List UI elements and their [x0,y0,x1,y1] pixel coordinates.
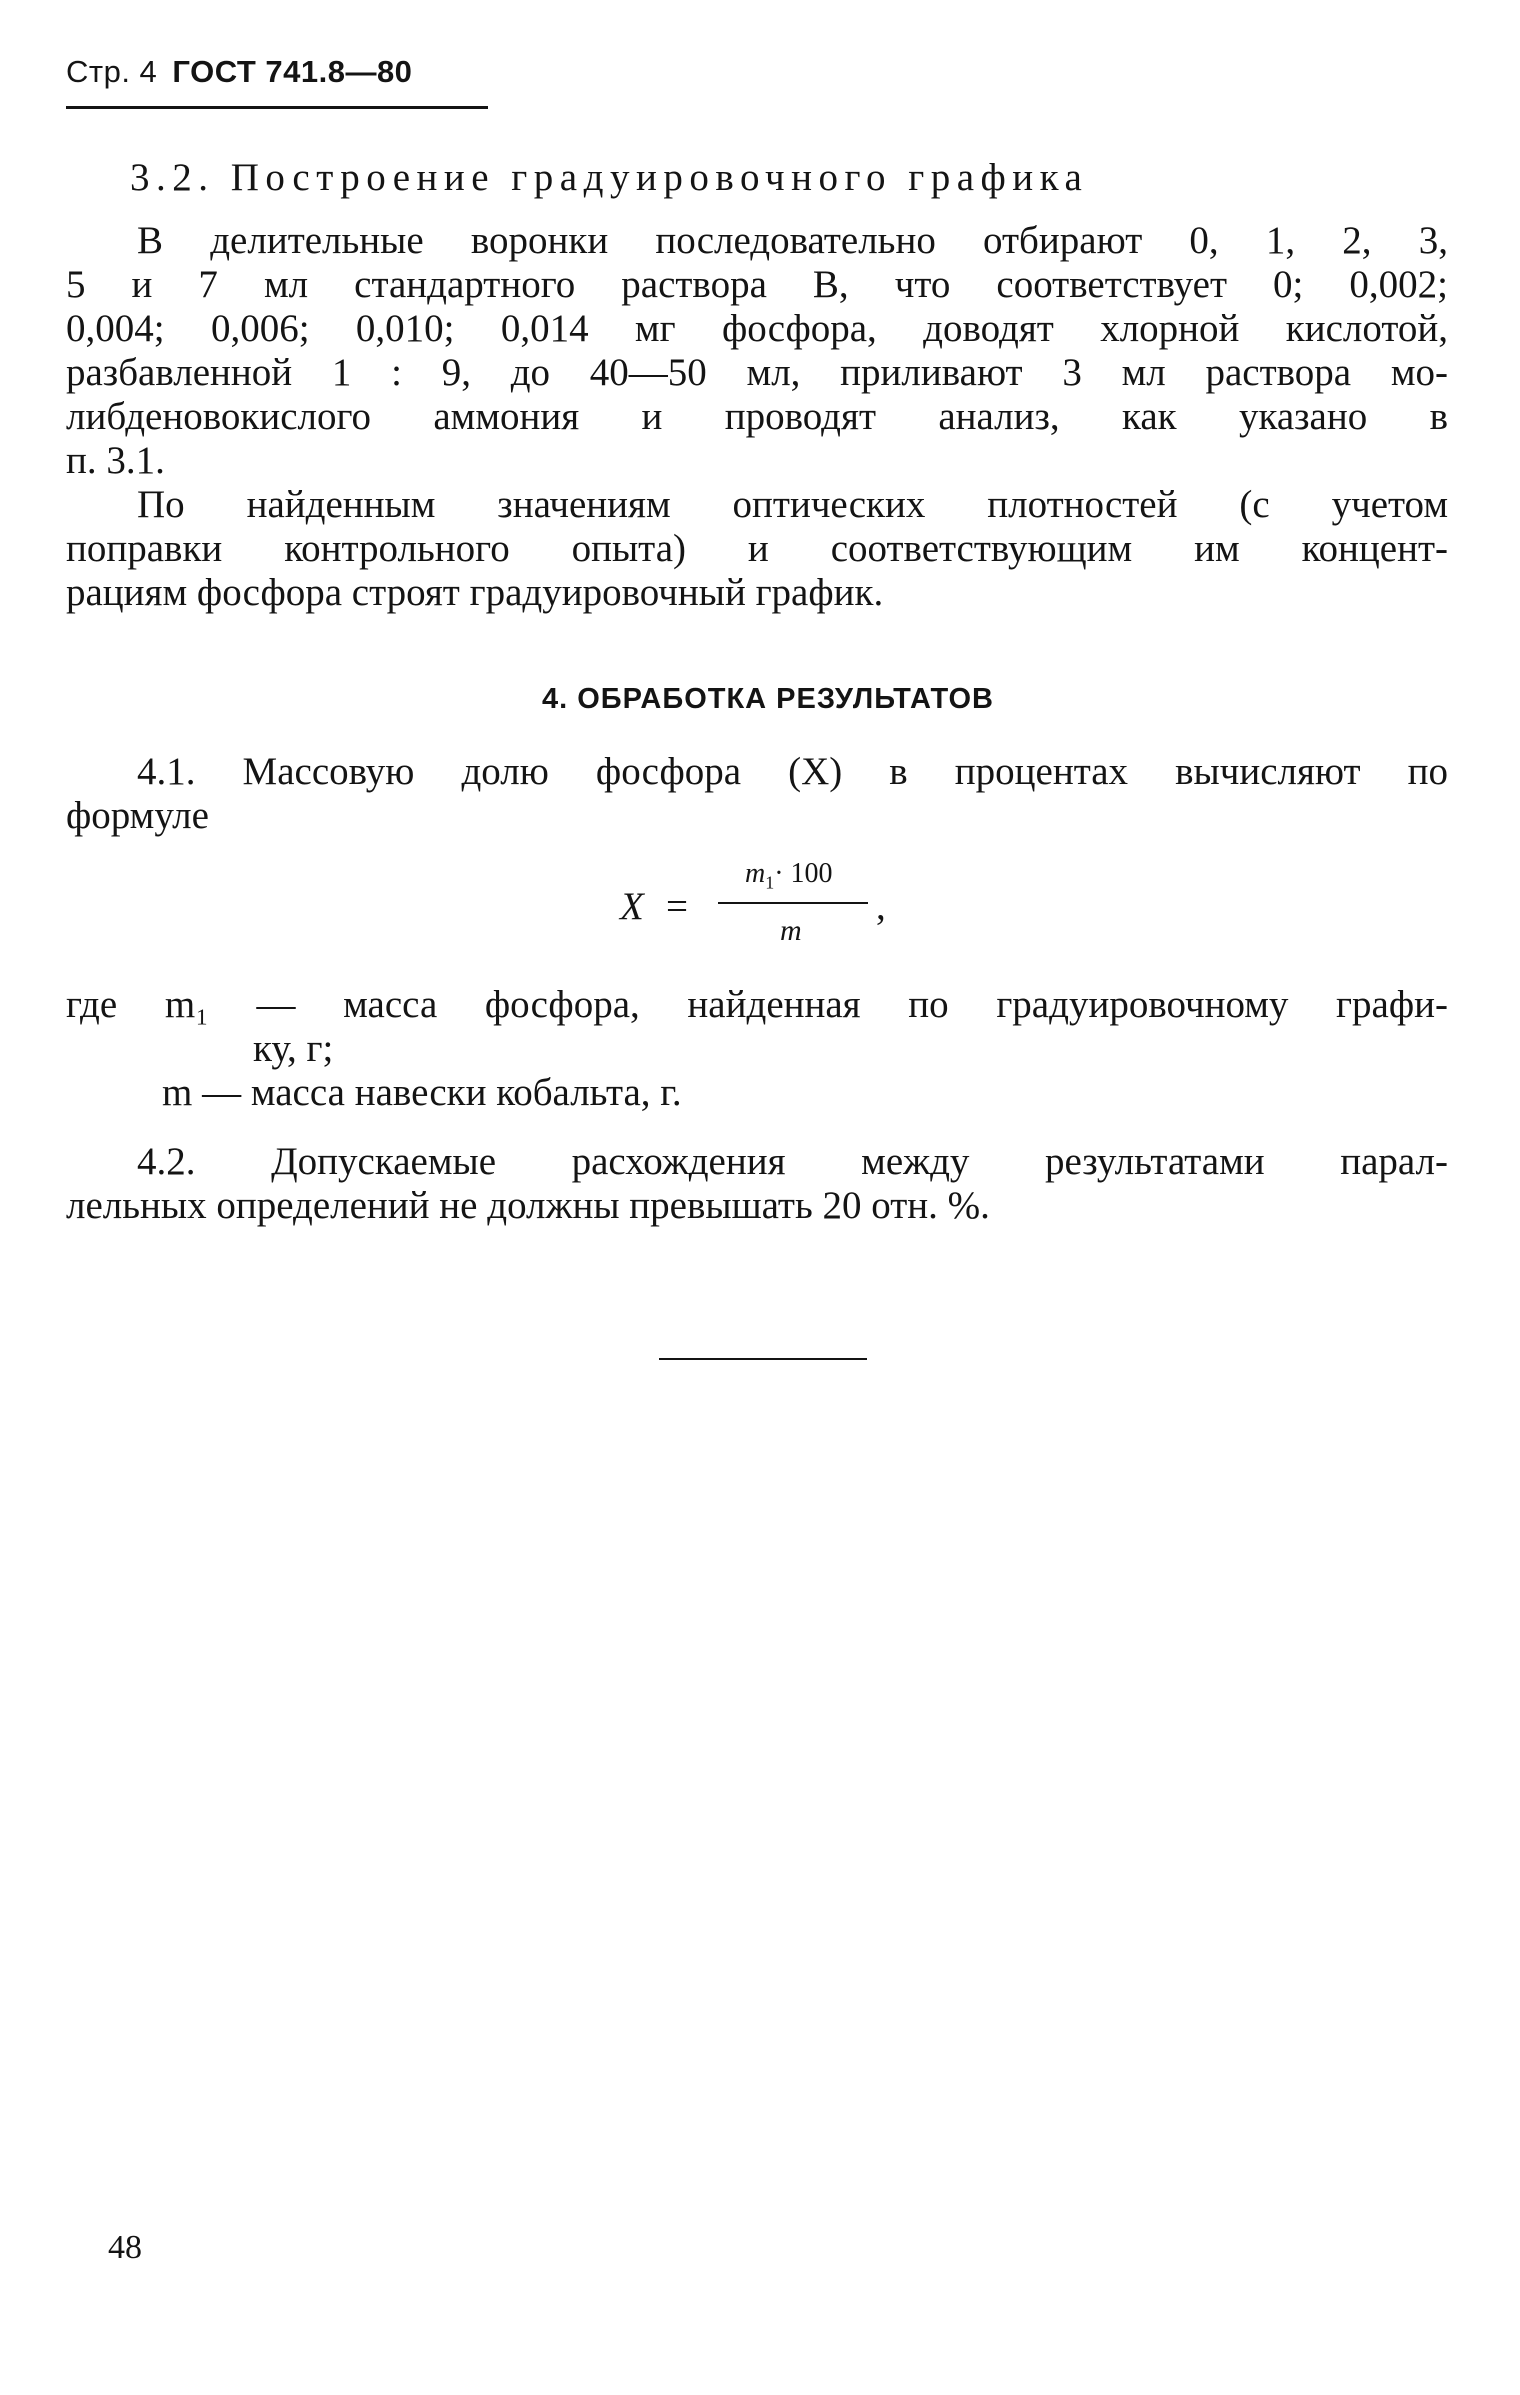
formula-comma: , [876,885,886,928]
paragraph-line: По найденным значениям оптических плотностей (с учетом [137,483,1448,526]
legend-line: где m₁ — масса фосфора, найденная по градуировочному графи- [66,983,1448,1026]
header-standard-number: ГОСТ 741.8—80 [172,54,413,89]
paragraph-line: п. 3.1. [66,439,165,482]
formula-denominator: m [780,914,802,947]
formula-numerator-rest: · 100 [774,858,833,889]
section-3-2-paragraph-2 [66,483,1448,615]
paragraph-line: 4.1. Массовую долю фосфора (X) в процентах вычисляют по [137,750,1448,793]
page-number: 48 [108,2229,142,2266]
formula [620,858,940,958]
paragraph-line: рациям фосфора строят градуировочный график. [66,571,884,614]
paragraph-line: либденовокислого аммония и проводят анализ, как указано в [66,395,1448,438]
formula-lhs: X [620,885,644,928]
header-page-label: Стр. 4 [66,54,158,89]
header-rule [66,106,488,109]
section-4-title: 4. ОБРАБОТКА РЕЗУЛЬТАТОВ [541,683,995,715]
paragraph-line: поправки контрольного опыта) и соответствующим им концент- [66,527,1448,570]
formula-numerator-subscript: 1 [765,872,775,893]
section-3-2-title: 3.2. Построение градуировочного графика [130,156,1089,199]
section-4-1-paragraph [66,750,1448,838]
paragraph-line: разбавленной 1 : 9, до 40—50 мл, приливают 3 мл раствора мо- [66,351,1448,394]
paragraph-line: 5 и 7 мл стандартного раствора В, что соответствует 0; 0,002; [66,263,1448,306]
formula-numerator-var: m [745,858,766,889]
legend-line: ку, г; [253,1027,334,1070]
paragraph-line: 4.2. Допускаемые расхождения между результатами парал- [137,1140,1448,1183]
formula-legend [66,983,1448,1115]
paragraph-line: В делительные воронки последовательно отбирают 0, 1, 2, 3, [137,219,1448,262]
paragraph-line: 0,004; 0,006; 0,010; 0,014 мг фосфора, доводят хлорной кислотой, [66,307,1448,350]
section-3-2-paragraph-1 [66,219,1448,483]
end-of-text-rule [659,1358,867,1360]
paragraph-line: лельных определений не должны превышать 20 отн. %. [66,1184,990,1227]
fraction-bar [718,902,868,904]
legend-line: m — масса навески кобальта, г. [162,1071,682,1114]
formula-numerator [745,858,833,894]
paragraph-line: формуле [66,794,209,837]
running-header [66,52,488,92]
section-4-2-paragraph [66,1140,1448,1228]
formula-equals: = [666,885,688,928]
